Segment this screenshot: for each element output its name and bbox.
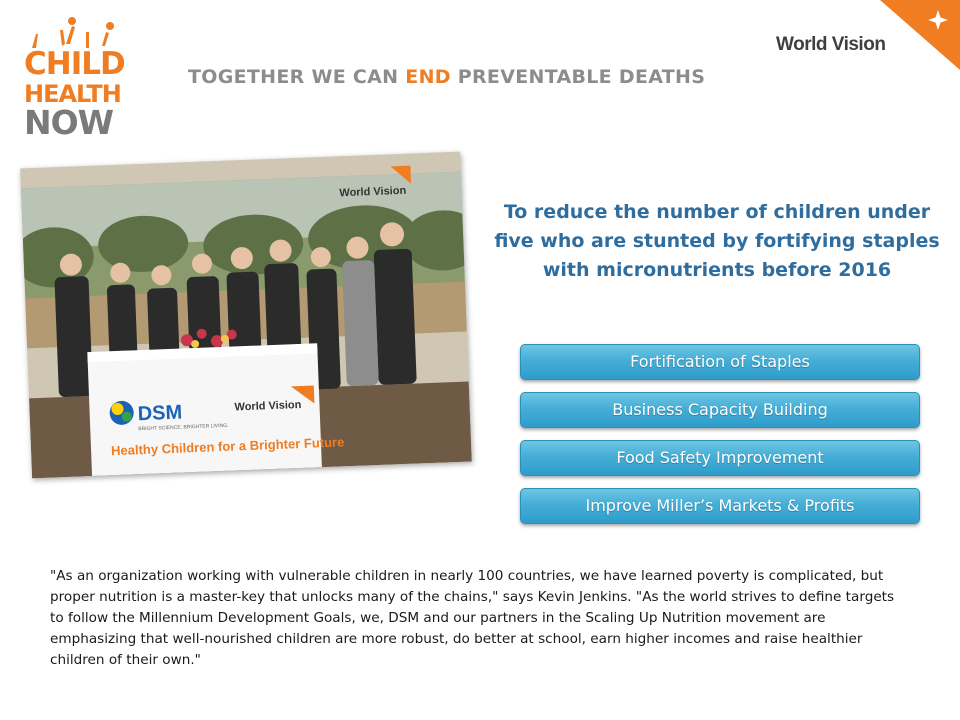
- kevin-jenkins-quote: "As an organization working with vulnerable children in nearly 100 countries, we have learned poverty is complicated, but proper nutrition is a master-key that unlocks many of the chains," says Kevin Jenkins. "As the world strives to define targets to follow the Millennium Development Goals, we, DSM and our partners in the Scaling Up Nutrition movement are emphasizing that well-nourished children are more robust, do better at school, earn higher incomes and raise healthier children of their own.": [50, 568, 895, 668]
- signing-ceremony-photo: [20, 152, 472, 479]
- world-vision-logo: World Vision: [776, 34, 886, 55]
- table-world-vision-label: World Vision: [234, 398, 302, 414]
- fortification-of-staples-button[interactable]: Fortification of Staples: [520, 344, 920, 380]
- backdrop-world-vision-label: World Vision: [339, 184, 407, 200]
- food-safety-improvement-button[interactable]: Food Safety Improvement: [520, 440, 920, 476]
- dsm-wordmark: DSM: [137, 401, 183, 426]
- improve-millers-markets-button[interactable]: Improve Miller’s Markets & Profits: [520, 488, 920, 524]
- tagline-before: TOGETHER WE CAN: [188, 66, 406, 88]
- raised-hands-icon: [32, 17, 114, 48]
- child-health-now-logo: [22, 8, 152, 138]
- goal-statement: To reduce the number of children under five who are stunted by fortifying staples with micronutrients before 2016: [494, 201, 940, 281]
- business-capacity-building-button[interactable]: Business Capacity Building: [520, 392, 920, 428]
- logo-line-now: NOW: [24, 103, 114, 138]
- tagline-highlight: END: [405, 66, 451, 88]
- dsm-tagline: BRIGHT SCIENCE. BRIGHTER LIVING.: [138, 422, 229, 433]
- tagline-after: PREVENTABLE DEATHS: [450, 66, 706, 88]
- tagline: [188, 66, 705, 88]
- table-banner-text: Healthy Children for a Brighter Future: [110, 434, 345, 459]
- logo-line-health: HEALTH: [24, 80, 121, 108]
- logo-line-child: CHILD: [24, 46, 125, 82]
